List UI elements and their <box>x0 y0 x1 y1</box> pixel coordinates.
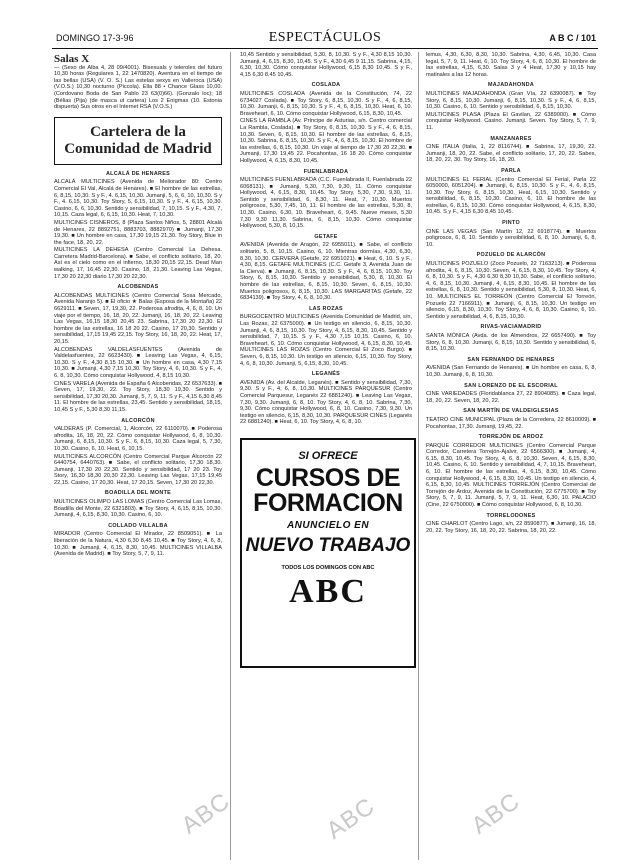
cinema-listing: MULTICINES MAJADAHONDA (Gran Vía, 22 6390087). ■ Toy Story, 6, 8,15, 10,30. Jumanji, 6, 8,15, 10,30. S y F., 4, 6, 8,15, 10,30. Casino, 6, 10. Sentido y sensibilidad, 6, 8,15, 10,30. <box>426 90 596 111</box>
cinema-listing: 10,45 Sentido y sensibilidad, 5,30, 8, 10,30. S y F., 4,30 8,15 10,30. Jumanji, 4, 6,15, 8,30, 10,45. S y F., 4,30 6,45 9 11,15. Sabrina, 4,15, 6,30, 10,30. Cómo conquistar Hollywood, 6,15 8,30 10,45. S y F., 4,15 6,30 8,45 10,45. <box>240 52 412 78</box>
cinema-listing: ALCOBENDAS VALDELASFUENTES (Avenida de Valdelasfuentes, 22 6623430). ■ Leaving Las Vegas, 4, 6,15, 10,30. S y F., 4,30 8,15 10,30. ■ Un hombre en casa, 4,30 7,15 10,30. ■ Jumanji, 4,30 7,15 10,30. Toy Story, 4, 6, 10,30. S y F., 4, 6, 8, 10,30. Cómo conquistar Hollywood, 4, 8,15 10,30. <box>54 346 222 379</box>
page-header <box>52 30 598 49</box>
cinema-listing: MULTICINES FUENLABRADA (C.C. Fuenlabrada II, Fuenlabrada 22 6068131). ■ Jumanji, 5,30, 7,30, 9,30, 11. Cómo conquistar Hollywood, 4, 6,15, 8,30, 10,45. Toy Story, 5,30, 7,30, 9,30, 11. Sentido y sensibilidad, 6, 8,30, 11. Heat, 7, 10,30. Muertos poligrosos, 5,30, 7,45, 10, 11. El hombre de las estrellas, 5,30, 8, 10,30. Casino, 6,30, 10. Braveheart, 6, 9,45. Nueve meses, 5,30 7,30 9,30 11,30. Sabrina, 6, 8,15, 10,30. Cómo conquistar Hollywood, 5,30, 8, 10,15. <box>240 177 412 230</box>
cinema-listing: SANTA MÓNICA (Avda. de los Almendros, 22 6657490). ■ Toy Story, 6, 8, 10,30. Jumanji, 6, 8,15, 10,30. Sentido y sensibilidad, 6, 8,15, 10,30. <box>426 332 596 353</box>
cinema-listing: AVENIDA (San Fernando de Henares). ■ Un hombre en casa, 6, 8, 10,30. Jumanji, 6, 8, 10,30. <box>426 365 596 378</box>
cinema-listing: CINE VARIEDADES (Floridablanca 27, 22 8904085). ■ Caza legal, 18, 20, 22. Seven, 18, 20, 22. <box>426 391 596 404</box>
section-heading: GETAFE <box>314 233 338 240</box>
column-3 <box>426 52 596 860</box>
section-heading: PINTO <box>502 220 520 227</box>
section-heading: SAN FERNANDO DE HENARES <box>467 356 555 363</box>
column-3-sections <box>426 52 596 534</box>
cinema-listing: BURGOCENTRO MULTICINES (Avenida Comunidad de Madrid, s/n, Las Rozas, 22 6375000). ■ Un testigo en silencio, 6, 8,15, 10,30. Jumanji, 4, 6, 8,15, 10,30. Toy Story, 4, 6,15, 8,30, 10,45. Sentido y sensibilidad, 7, 10,15. S y F., 4,30 7,15 10,15. Casino, 6, 10. Braveheart, 6, 10. Cómo conquistar Hollywood, 4, 6,15, 8,30, 10,45. MULTICINES LAS ROZAS (Centro Comercial El Zoco Burgo). ■ Seven, 6, 8,15, 10,30. Un testigo en silencio, 6,15, 10,30. Toy Story, 4, 6, 8, 10,30. Jumanji, 5, 6,15, 8,30, 10,45. <box>240 314 412 367</box>
cinema-listing: MULTICINES POZUELO (Zoco Pozuelo, 22 7163213). ■ Poderosa afrodita, 4, 6, 8,15, 10,30. Seven, 4, 6,15, 8,30, 10,45. Toy Story, 4, 6, 8, 10,30. S y F., 4,30 6,30 8,30 10,30. Sabe, el conflicto solitario, 4, 6, 8,15, 10,30. Jumanji, 4, 6,15, 8,30, 10,45. El hombre de las estrellas, 6, 8, 10,30. Sentido y sensibilidad, 5,30, 8, 10,30. Heat, 6, 10. MULTICINES EL TORREÓN (Centro Comercial El Torreón, Pozuelo 22 7166911). ■ Jumanji, 6, 8,15, 10,30. Un testigo en silencio, 6,15, 8,30, 10,30. Toy Story, 4, 6, 8, 10,30. Casino, 6, 10. Sentido y sensibilidad, 4, 6, 8,15, 10,30. <box>426 261 596 320</box>
cinema-listing: VALDERAS (P. Comercial, 1, Alcorcón, 22 6110070). ■ Poderosa afrodita, 16, 18, 20, 22. Cómo conquistar Hollywood, 6, 8, 10,30. Jumanji, 6, 8,15, 10,30. S y F., 6, 8,15, 10,30. Caza legal, 5, 7,30, 10,30. Casino, 6, 10. Heat, 6, 10,15. <box>54 426 222 452</box>
cinema-listing: MULTICINES COSLADA (Avenida de la Constitución, 74, 22 6734027 Coslada). ■ Toy Story, 6, 8,15, 10,30. S y F., 4, 6, 8,15, 10,30. Jumanji, 6, 8,15, 10,30. S y F., 4, 6, 8,15, 10,30. Heat, 6, 10. Braveheart, 6, 10. Cómo conquistar Hollywood, 6,15, 8,30, 10,45. <box>240 90 412 117</box>
section-heading: LAS ROZAS <box>309 305 343 312</box>
cinema-listing: lemus, 4,30, 6,30, 8,30, 10,30. Sabrina, 4,30, 6,45, 10,30. Casa legal, 5, 7, 9, 11. Heat, 6, 10. Toy Story, 4, 6, 8, 10,30. El hombre de las estrellas, 4,15, 6,30. Salas 3 y 4 Heat, 17,30 y 10,15 hay matinales a las 12 horas. <box>426 52 596 78</box>
cinema-listing: CINE CHARLOT (Centro Lago, s/n, 22 8590877). ■ Jumanji, 16, 18, 20, 22. Toy Story, 16, 18, 20, 22. Sabrina, 18, 20, 22. <box>426 521 596 534</box>
ad-abc-logo: ABC <box>289 573 367 610</box>
column-1-sections <box>54 171 222 558</box>
section-heading: COSLADA <box>311 82 341 89</box>
column-1 <box>54 52 222 860</box>
ad-line-3: ANUNCIELO EN <box>286 520 370 531</box>
cinema-listing: MULTICINES EL FERIAL (Centro Comercial El Ferial, Parla 22 6050000, 6051204). ■ Jumanji, 6, 8,15, 10,30. S y F., 4, 6, 8,15, 10,30. Toy Story, 6, 8,15, 10,30. Heat, 6,15, 10,30. Sentido y sensibilidad, 6, 8,15, 10,30. Casino, 6, 10. El hombre de las estrellas, 6, 8,15, 10,30. Cómo conquistar Hollywood, 4, 6,15, 8,30, 10,45. S y F., 4,15 6,30 8,45 10,45. <box>426 176 596 216</box>
cinema-listing: CINE ITALIA (Italia, 1, 22 8116744). ■ Sabrina, 17, 19,30, 22. Jumanji, 18, 20, 22. Sabe, el conflicto solitario, 17, 20, 22. Sabes, 18, 20, 22, 30. Toy Story, 16, 18, 20. <box>426 144 596 164</box>
section-heading: RIVAS-VACIAMADRID <box>480 324 542 331</box>
page-number: A B C / 101 <box>549 33 596 43</box>
cinema-listing: MULTICINES OLIMPO LAS LOMAS (Centro Comercial Las Lomas, Boadilla del Monte, 22 6321803). ■ Toy Story, 4, 6,15, 8,15, 10,30. Jumanji, 4, 6,15, 8,30, 10,30. Casino, 6, 10. <box>54 499 222 519</box>
ad-line-5: TODOS LOS DOMINGOS CON ABC <box>281 565 375 571</box>
ad-line-2: CURSOS DE FORMACION <box>253 464 403 517</box>
cinema-listing: PARQUE CORREDOR MULTICINES (Centro Comercial Parque Corredor, Carretera Torrejón-Ajalvir, 22 6566300). ■ Jumanji, 4, 6,15, 8,30, 10,45. Toy Story, 4, 6, 8, 10,30. Seven, 4, 6,15, 8,30, 10,45. Casino, 6, 10. Sentido y sensibilidad, 4, 7, 10,15. Braveheart, 6, 10. El hombre de las estrellas, 4, 6,15, 8,30, 10,45. Cómo conquistar Hollywood, 4, 6,15, 8,30, 10,45. Un testigo en silencio, 4, 6,15, 8,30, 10,45. MULTICINES TORREJÓN (Centro Comercial de Torrejón de Ardoz, Avenida de la Constitución, 22 6775700). ■ Toy Story, 5, 7, 9, 11. Jumanji, 5, 7, 9, 11. Heat, 6,30, 10. PALACIO (Cine, 22 6750000). ■ Cómo conquistar Hollywood, 6, 8, 10,30. <box>426 442 596 509</box>
salas-x-listing: — (Sexo de Alba 4, 28 09/4001). Bisexuals y teleroles del futuro 10,30 horas (Regulares 1, 22 1470820). Aventura en el tiempo de las bellas (USA) (V. O. S.) Las estelas sexys en Valleroca (USA) (V.O.S.) 10,30 nocturno (Piccola). Ella 88 • Chance Glass 10,00. (Cordovano Boda de San Pablo 23 63(0)66). (Gonzalo loc); 18 (Bélias (Pija) (de masca ut cartera) Los 2 Enigmas (10. Estonia dispuerta) Sus otros en el Internet RSA (V.O.S.) <box>54 64 222 111</box>
cinema-listing: MULTICINES PLASA (Plaza El Gavilan, 22 6389000). ■ Cómo conquistar Hollywood. Casino. Jumanji. Seven. Toy Story, 5, 7, 9, 11. <box>426 111 596 131</box>
section-heading: BOADILLA DEL MONTE <box>104 490 172 497</box>
ad-line-1: SI OFRECE <box>298 450 358 462</box>
column-rule <box>230 52 231 860</box>
cinema-listing: ALCOBENDAS MULTICINES (Centro Comercial Sosa Mercado, Avenida Naranjo 5). ■ El oficio ★ Balas (Esposa de la Montaña) 22 6629111. ■ Seven, 17, 19,30, 22. Poderosa afrodita, 4, 6, 8, 10. Un viaje por el tiempo, 16, 18, 20, 22. Jumanji, 16, 18, 20, 22. Leaving Las Vegas, 16,15 18,30 20,45 23. Sabrina, 17,30 20 22,30. El hombre de las estrellas, 16 18 20 22. Casino, 17 20,30. Sentido y sensibilidad, 17,15 19,45 22,15. Toy Story, 16, 18, 20, 22. Heat, 17, 20,15. <box>54 292 222 345</box>
section-heading: MAJADAHONDA <box>487 82 535 89</box>
cinema-listing: CINES LA RAMBLA (Av. Príncipe de Asturias, s/n. Centro comercial La Rambla, Coslada). ■ Toy Story, 6, 8,15, 10,30. S y F., 4, 6, 8,15, 10,30. Seven, 6, 8,15, 10,30. El hombre de las estrellas, 6, 8,15, 10,30. Sabrina, 6, 8,15, 10,30. S y F., 4, 6, 8,15, 10,30. El hombre de las estrellas, 6, 8,15, 10,30. Un viaje al tiempo de 17,30 20 22,30. ■ Jumanji, 17,30 19,45 22. Pocahontas, 16 18 20. Cómo conquistar Hollywood, 4, 6,15, 8,30, 10,45. <box>240 118 412 164</box>
watermark: ABC <box>321 792 381 845</box>
section-heading: TORRELODONES <box>486 512 536 519</box>
section-title: ESPECTÁCULOS <box>268 30 382 45</box>
cinema-listing: ALCALÁ MULTICINES (Avenida de Meliorador 80: Centro Comercial El Val, Alcalá de Henares). ■ El hombre de las estrellas, 6, 8,15, 10,30. S y F., 4. 6,15, 10,30. Jumanji, 5, 6, 6, 10, 10,30. S y F., 4. 6,15, 10,30. Toy Story, 5, 6,15, 10,30. S y F., 4. 6,15, 10,30. Casino, 6, 6, 10,30. Sentido y sensibilidad, 7, 10,15. S y F., 4,30, 7, 10,15. Caza legal, 6, 6,15, 10,30. Heat, 7, 10,30. <box>54 179 222 219</box>
section-heading: LEGANÉS <box>311 371 341 378</box>
section-heading: ALCALÁ DE HENARES <box>105 170 171 177</box>
cinema-listing: MULTICINES CISNEROS, 8 (Plaza Santos Niños, 5, 28801 Alcalá de Henares, 22 8892751, 8883703, 8882970) ■ Jumanji, 17,30 19,30. ■ Un hombre en casa, 17,30 19,15 21,30. Toy Story, Blue in the face, 18, 20, 22. <box>54 219 222 246</box>
section-heading: POZUELO DE ALARCÓN <box>476 252 546 259</box>
cartelera-title: Cartelera de la Comunidad de Madrid <box>54 117 222 165</box>
cinema-listing: AVENIDA (Av. del Alcalde, Leganés). ■ Sentido y sensibilidad, 7,30, 9,30. S y F., 4, 6, 8, 10,30. MULTICINES PARQUESUR (Centro Comercial Parquesur, Leganés 22 6881240). ■ Leaving Las Vegas, 7,30, 9,30. Jumanji, 6, 8, 10. Toy Story, 4, 6, 8, 10. Sabrina, 7,30, 9,30. Cómo conquistar Hollywood, 6, 8, 10. Casino, 7,30, 9,30. Un testigo en silencio, 6,15, 8,30, 10,30. PARQUESUR CINES (Leganés 22 6881240). ■ Heat, 6, 10. Toy Story, 4, 6, 8, 10. <box>240 379 412 426</box>
ad-line-4: NUEVO TRABAJO <box>245 535 411 556</box>
section-heading: SAN LORENZO DE EL ESCORIAL <box>464 382 558 389</box>
section-heading: MANZANARES <box>490 135 532 142</box>
classified-ad <box>240 438 416 668</box>
section-heading: ALCOBENDAS <box>117 284 159 291</box>
section-heading: FUENLABRADA <box>303 168 349 175</box>
column-2-sections <box>240 52 412 426</box>
cinema-listing: MULTICINES ALCORCÓN (Centro Comercial Parque Alcorcón 22 6440754, 6440763). ■ Sabe, el conflicto solitario, 17,30 18,30. Jumanji, 17,30 20 22,30. Sentido y sensibilidad, 17 20 23. Toy Story, 16,30 18,30 20,30 22,30. Leaving Las Vegas, 17,15 19,45 22,15. Casino, 17 20,30. Heat, 17 20,15. Seven, 17,30 20 22,30. <box>54 453 222 486</box>
watermark: ABC <box>466 787 526 840</box>
section-heading: TORREJÓN DE ARDOZ <box>478 434 544 441</box>
cinema-listing: AVENIDA (Avenida de Aragón, 22 6955011). ■ Sabe, el conflicto solitario, 5, 8, 10,15. Casino, 6, 10. Mientras dormías, 4,30, 6,30, 8,30, 10,30. CERVERA (Getafe, 22 6951021). ■ Heat, 6, 10. S y F., 4,30, 8,15. GETAFE MULTICINES (C.C. Getafe 3, Avenida Juan de la Cierva). ■ Jumanji, 6, 8,15, 10,30. S y F., 4, 6, 8,15, 10,30. Toy Story, 6, 8,15, 10,30. Sentido y sensibilidad, 5,30, 8, 10,30. El hombre de las estrellas, 6, 8,15, 10,30. Seven, 6, 8,15, 10,30. Muertos poligrosos, 6, 8,15, 10,30. LAS MARGARITAS (Getafe, 22 6834139). ■ Toy Story, 4, 6, 8, 10,30. <box>240 242 412 302</box>
cinema-listing: CINES VARELA (Avenida de España 6 Alcobendas, 22 6537633). ■ Seven, 17, 19,30, 22. Toy Story, 18,30 19,30. Sentido y sensibilidad, 17,30 20,30. Jumanji, 5, 7, 9, 11. S y F., 4,15 6,30 8,45 11. El hombre de las estrellas, 23,45. Sentido y sensibilidad, 18,15, 10,45 S y F., 5,30 8,30 11,15. <box>54 380 222 413</box>
cinema-listing: CINE LAS VEGAS (San Martín 12, 22 6918774). ■ Muertos poligrosos, 6, 8, 10. Sentido y sensibilidad, 6, 8, 10. Jumanji, 6, 8, 10. <box>426 228 596 248</box>
cinema-listing: MIRADOR (Centro Comercial El Mirador, 22 8509051). ■ La liberación de la Natura, 4,30 6,30 8,45 10,45. ■ Toy Story, 4, 6, 8, 10,30. ■ Jumanji, 4, 6,15, 8,30, 10,45. MULTICINES VILLALBA (Avenida de Madrid). ■ Toy Story, 5, 7, 9, 11. <box>54 531 222 558</box>
column-rule <box>418 52 419 860</box>
cinema-listing: TEATRO CINE MUNICIPAL (Plaza de la Corredera, 22 8610009). ■ Pocahontas, 17,30. Jumanji, 19,45, 22. <box>426 416 596 430</box>
watermark: ABC <box>176 787 236 840</box>
cinema-listing: MULTICINES LA DEHESA (Centro Comercial La Dehesa. Carretera Madrid-Barcelona). ■ Sabe, el conflicto solitario, 18, 20. Así es el cielo como en el infierno, 18,30 20,15 22,15. Dead Man walking, 17, 16,45 22,30. Casino, 18, 21,30. Leaving Las Vegas, 17,30 20 22,30 diario 17,30 20 22,30. <box>54 247 222 280</box>
section-heading: ALCORCÓN <box>121 417 155 424</box>
header-date: DOMINGO 17-3-96 <box>56 33 134 43</box>
salas-x-heading: Salas X <box>54 53 90 65</box>
section-heading: COLLADO VILLALBA <box>108 522 168 529</box>
section-heading: SAN MARTÍN DE VALDEIGLESIAS <box>463 408 559 415</box>
section-heading: PARLA <box>501 167 521 174</box>
